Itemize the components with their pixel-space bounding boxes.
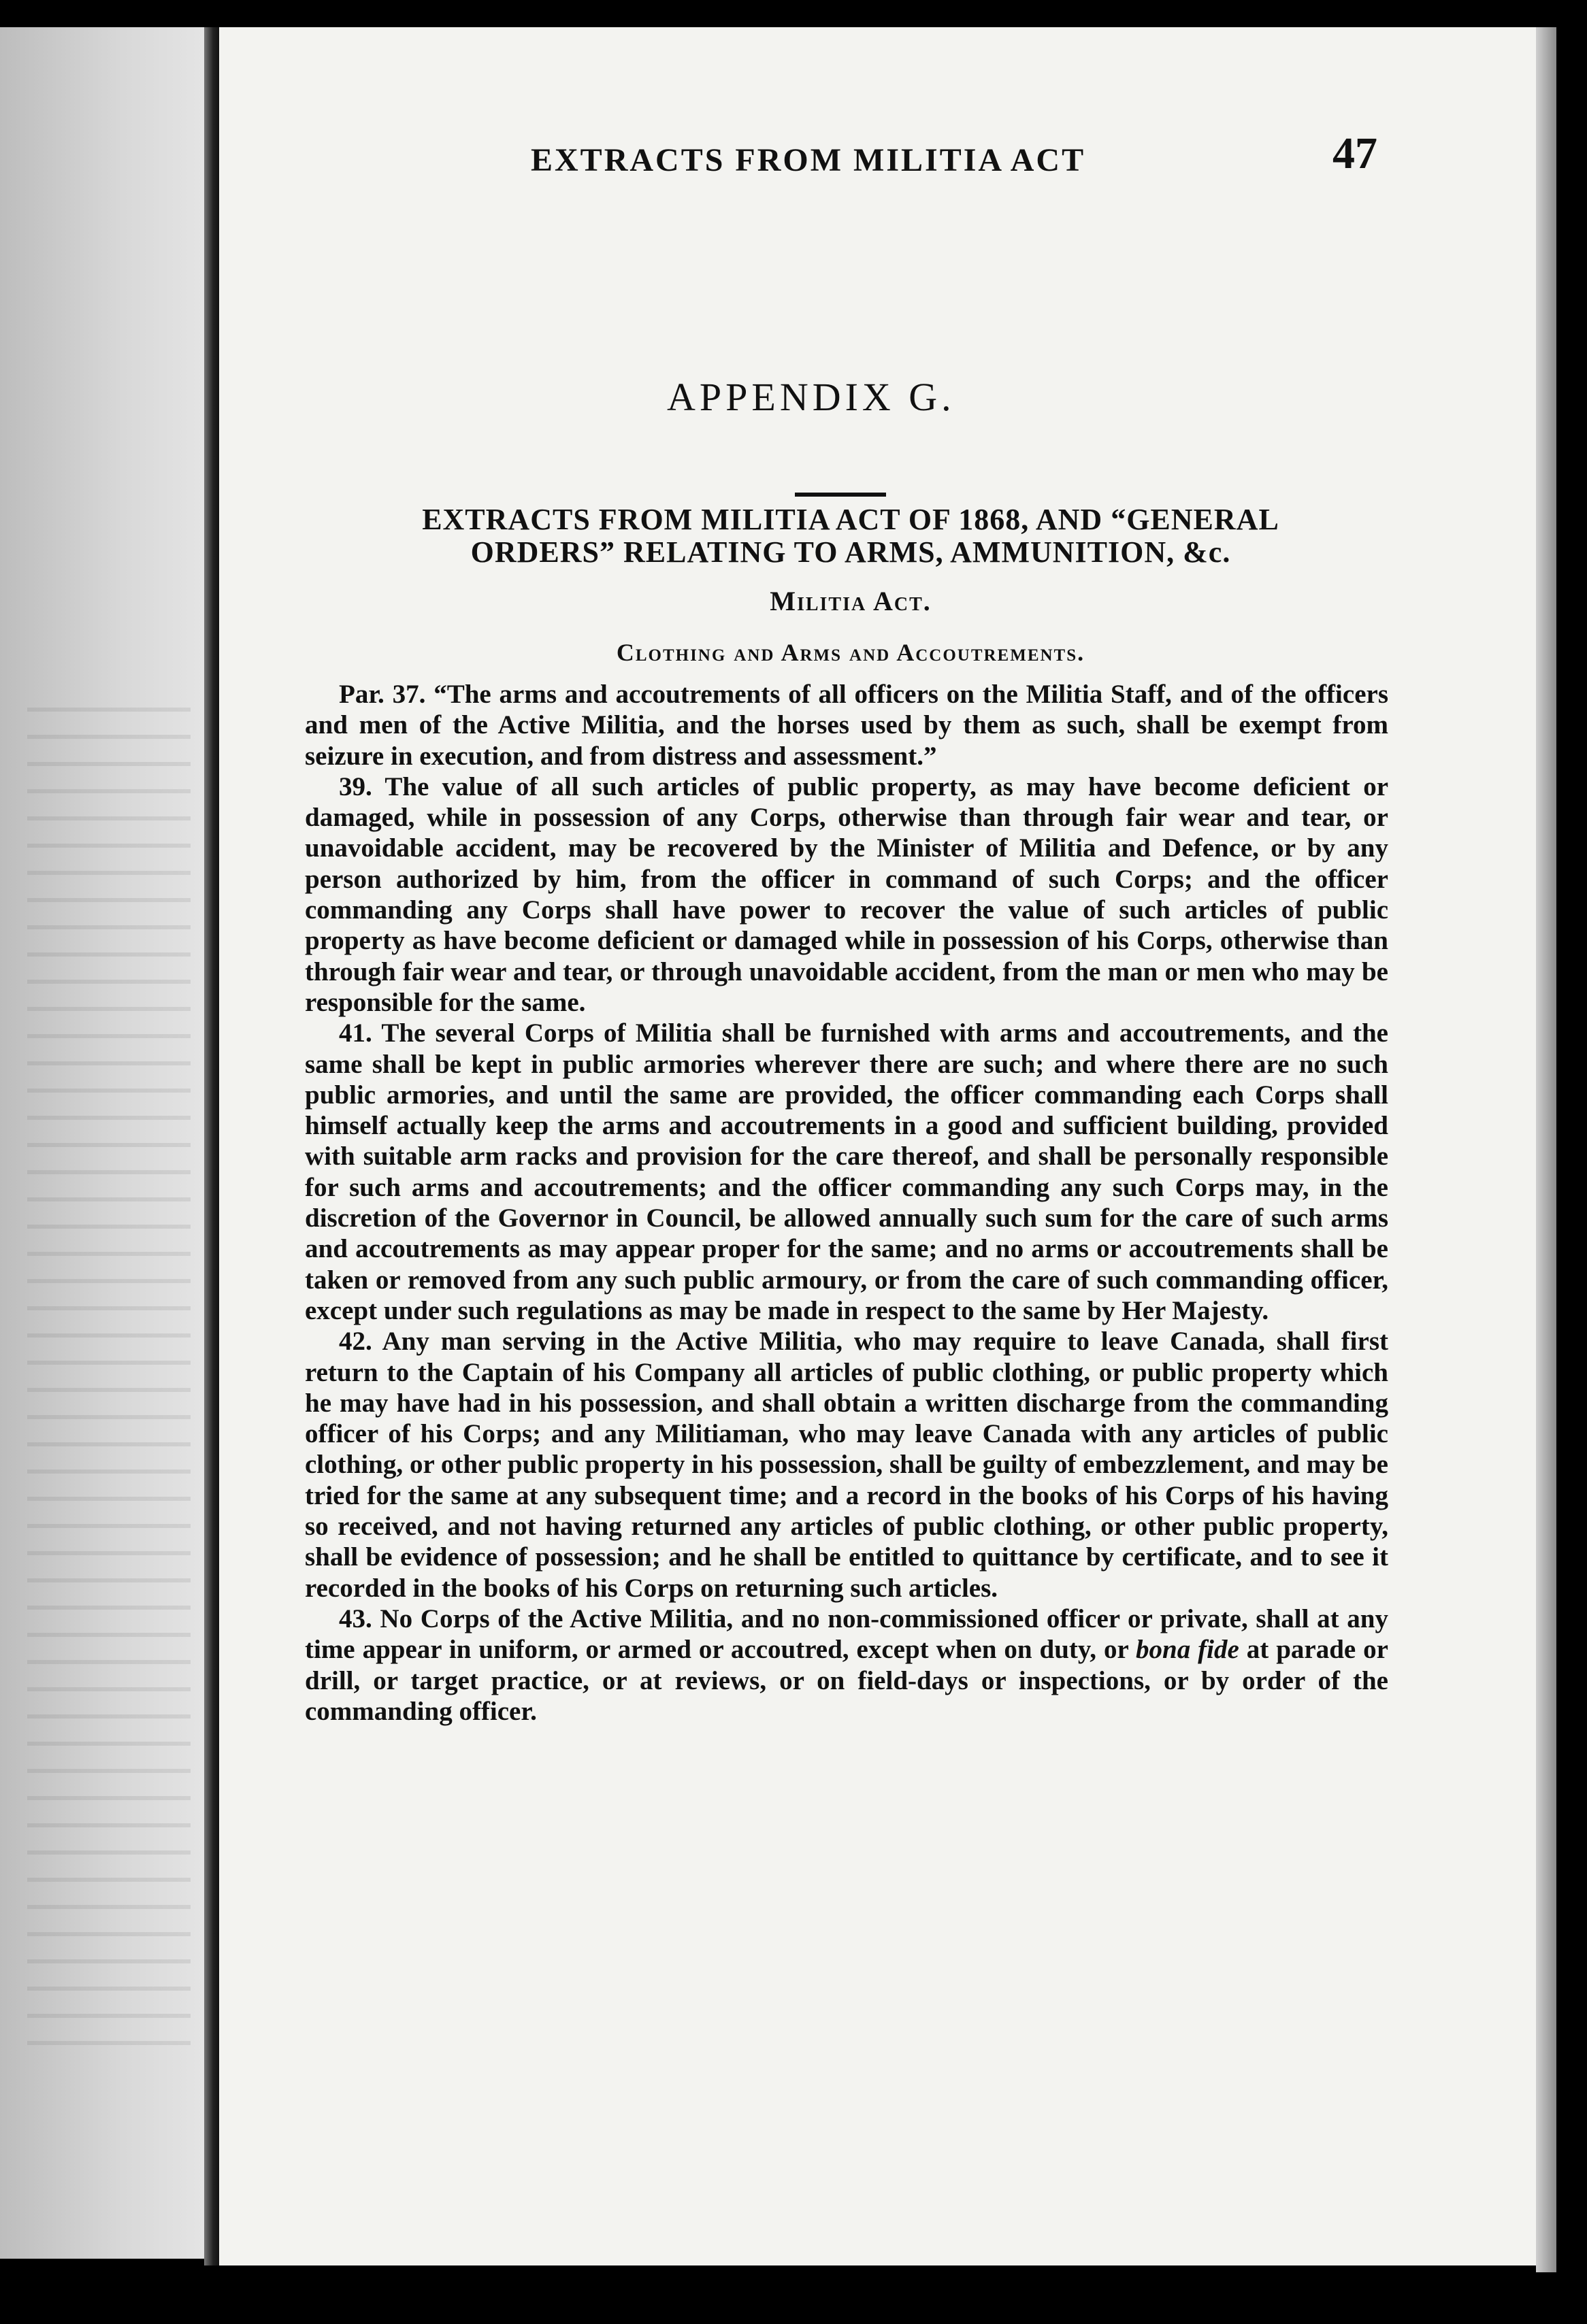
paragraph-39: 39. The value of all such articles of public property, as may have become deficient or damaged, while in possession of any Corps, otherwise than through fair wear and tear, or unavoidable accident, may be recovered by the Minister of Militia and Defence, or by any person authorized by him, from the officer in command of such Corps; and the officer commanding any Corps shall have power to recover the value of such articles of public property as have become deficient or damaged while in possession of his Corps, otherwise than through fair wear and tear, or through unavoidable accident, from the man or men who may be responsible for the same. <box>305 771 1388 1017</box>
paragraph-43-part-b: at parade or drill, or target practice, or at reviews, or on field-days or inspections, or by order of the commanding officer. <box>305 1635 1388 1726</box>
main-heading <box>299 484 1402 569</box>
paragraph-43 <box>305 1604 1388 1727</box>
main-heading-line-1: EXTRACTS FROM MILITIA ACT OF 1868, AND “GENERAL <box>422 503 1279 536</box>
paragraph-43-part-a: 43. No Corps of the Active Militia, and no non-commissioned officer or private, shall at any time appear in uniform, or armed or accoutred, except when on duty, or <box>305 1604 1388 1665</box>
page-number: 47 <box>1332 129 1377 178</box>
running-head: EXTRACTS FROM MILITIA ACT <box>531 142 1086 178</box>
section-heading: Clothing and Arms and Accoutrements. <box>616 639 1085 666</box>
sub-heading: Militia Act. <box>770 586 932 616</box>
body-text <box>305 679 1388 1727</box>
page-edge <box>1536 27 1556 2272</box>
paragraph-43-italic: bona fide <box>1136 1635 1239 1665</box>
appendix-title: APPENDIX G. <box>667 375 955 419</box>
facing-page <box>0 27 204 2259</box>
book-gutter <box>204 27 219 2265</box>
paragraph-37: Par. 37. “The arms and accoutrements of all officers on the Militia Staff, and of the officers and men of the Active Militia, and the horses used by them as such, shall be exempt from seizure in execution, and from distress and assessment.” <box>305 680 1388 771</box>
facing-page-bleed-through <box>27 708 191 2068</box>
main-heading-line-2: ORDERS” RELATING TO ARMS, AMMUNITION, &c. <box>470 535 1231 569</box>
paragraph-41: 41. The several Corps of Militia shall be furnished with arms and accoutrements, and the same shall be kept in public armories wherever there are such; and where there are no such public armories, and until the same are provided, the officer commanding each Corps shall himself actually keep the arms and accoutrements in a good and sufficient building, provided with suitable arm racks and provision for the care thereof, and shall be personally responsible for such arms and accoutrements; and the officer commanding any such Corps may, in the discretion of the Governor in Council, be allowed annually such sum for the care of such arms and accoutrements as may appear proper for the same; and no arms or accoutrements shall be taken or removed from any such public armoury, or from the care of such commanding officer, except under such regulations as may be made in respect to the same by Her Majesty. <box>305 1018 1388 1325</box>
paragraph-42: 42. Any man serving in the Active Militia, who may require to leave Canada, shall first return to the Captain of his Company all articles of public clothing, or public property which he may have had in his possession, and shall obtain a written discharge from the commanding officer of his Corps; and any Militiaman, who may leave Canada with any articles of public clothing, or other public property in his possession, shall be guilty of embezzlement, and may be tried for the same at any subsequent time; and a record in the books of his Corps of his having so received, and not having returned any articles of public clothing, or other public property, shall be evidence of possession; and he shall be entitled to quittance by certificate, and to see it recorded in the books of his Corps on returning such articles. <box>305 1327 1388 1603</box>
heading-rule <box>795 493 886 497</box>
